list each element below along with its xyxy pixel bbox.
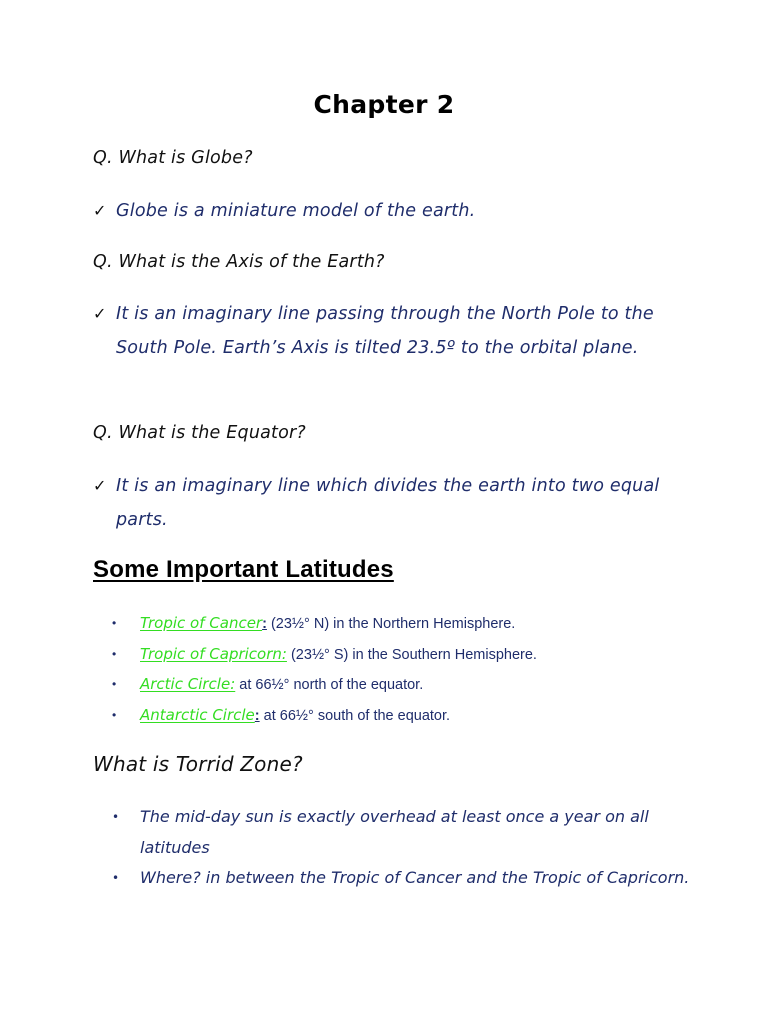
bullet-icon: •: [112, 677, 117, 691]
torrid-zone-list: [112, 802, 712, 894]
list-item: [112, 611, 732, 642]
torrid-zone-heading: What is Torrid Zone?: [93, 752, 303, 776]
bullet-icon: •: [112, 616, 117, 630]
latitude-list: [112, 611, 732, 733]
answer-text: It is an imaginary line passing through the North Pole to the South Pole. Earth’s Axis is tilted 23.5º to the orbital plane.: [116, 304, 654, 358]
answer-text: Globe is a miniature model of the earth.: [116, 201, 476, 221]
latitude-colon: :: [254, 707, 260, 724]
question-globe: Q. What is Globe?: [93, 148, 253, 168]
latitude-name: Arctic Circle:: [140, 675, 236, 693]
bullet-icon: •: [112, 810, 120, 824]
check-icon: ✓: [93, 201, 107, 220]
page-title: Chapter 2: [313, 90, 455, 119]
check-icon: ✓: [93, 304, 107, 323]
list-item-text: Where? in between the Tropic of Cancer and the Tropic of Capricorn.: [140, 868, 690, 887]
list-item-text: The mid-day sun is exactly overhead at least once a year on all latitudes: [140, 807, 649, 857]
check-icon: ✓: [93, 476, 107, 495]
list-item: [112, 642, 732, 673]
answer-globe: [93, 194, 683, 228]
latitude-desc: (23½° N) in the Northern Hemisphere.: [266, 616, 516, 632]
list-item: [112, 802, 712, 863]
answer-axis: [93, 297, 668, 365]
list-item: [112, 703, 732, 734]
latitude-colon: :: [262, 616, 267, 632]
bullet-icon: •: [112, 646, 117, 661]
latitude-desc: at 66½° north of the equator.: [235, 677, 424, 693]
answer-equator: [93, 469, 668, 537]
latitude-name: Antarctic Circle: [140, 705, 255, 724]
answer-text: It is an imaginary line which divides the earth into two equal parts.: [116, 476, 660, 530]
question-axis: Q. What is the Axis of the Earth?: [93, 252, 385, 272]
latitude-desc: (23½° S) in the Southern Hemisphere.: [286, 646, 537, 663]
bullet-icon: •: [112, 707, 117, 722]
latitudes-heading: Some Important Latitudes: [93, 556, 394, 583]
question-equator: Q. What is the Equator?: [93, 423, 306, 443]
latitude-desc: at 66½° south of the equator.: [259, 707, 451, 724]
latitude-name: Tropic of Capricorn:: [140, 644, 287, 663]
bullet-icon: •: [112, 871, 120, 885]
list-item: [112, 672, 732, 703]
list-item: [112, 863, 712, 894]
latitude-name: Tropic of Cancer: [140, 614, 263, 632]
